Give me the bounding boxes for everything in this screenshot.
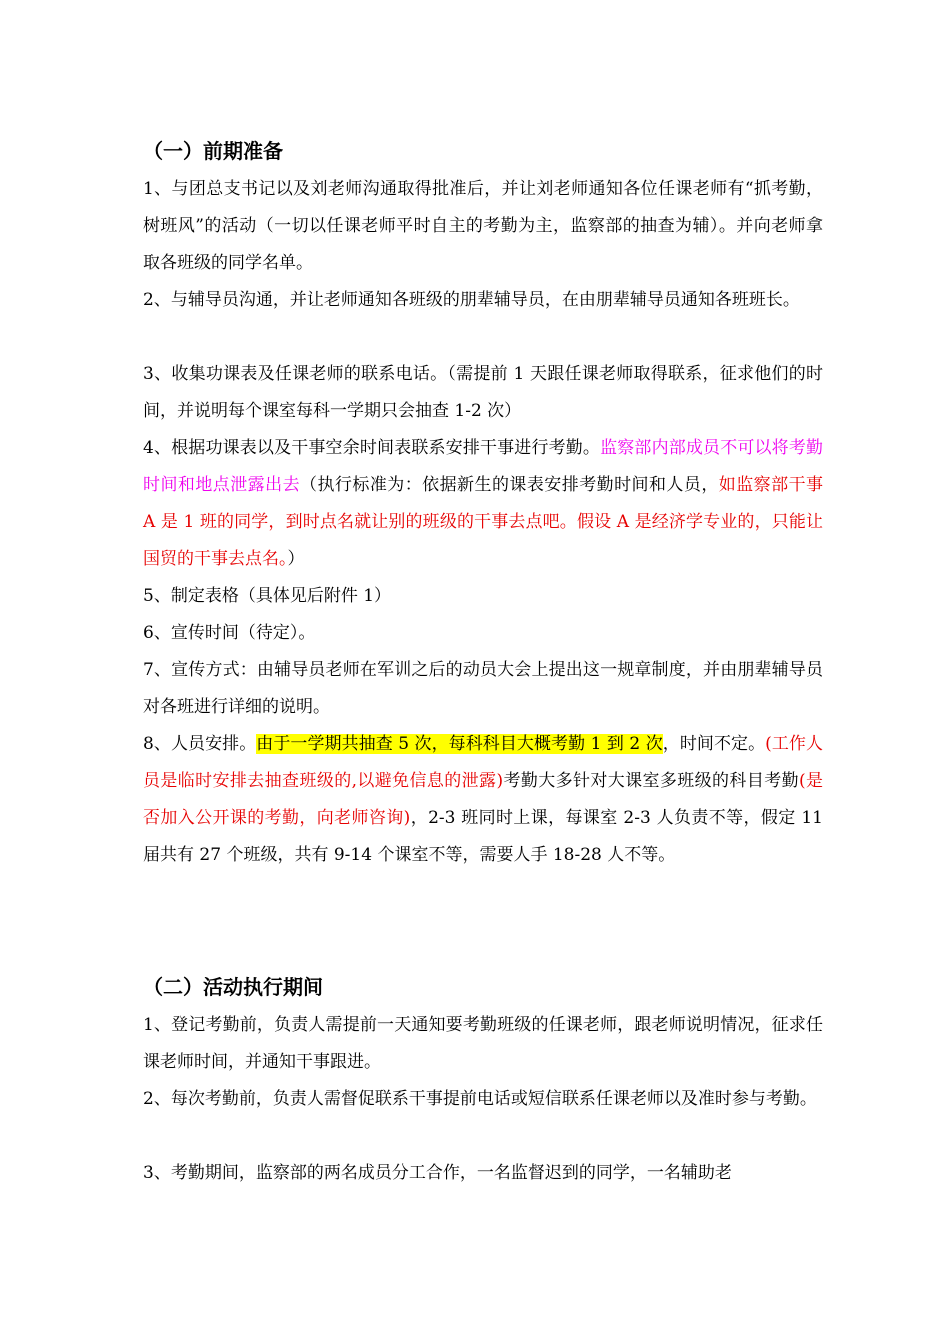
section-1-item-7: 7、宣传方式：由辅导员老师在军训之后的动员大会上提出这一规章制度，并由朋辈辅导员对各班进行详细的说明。 (143, 660, 823, 717)
item-8-scope: 考勤大多针对大课室多班级的科目考勤 (503, 771, 799, 791)
section-1-item-8 (143, 726, 823, 874)
section-1-item-6: 6、宣传时间（待定）。 (143, 623, 316, 643)
section-1-item-5: 5、制定表格（具体见后附件 1） (143, 586, 392, 606)
item-4-example: 如监察部干事 A 是 1 班的同学，到时点名就让别的班级的干事去点吧。假设 A 是经济学专业的，只能让国贸的干事去点名。 (143, 475, 824, 569)
section-2-title: （二）活动执行期间 (143, 975, 323, 999)
item-8-time: ，时间不定。 (662, 734, 766, 754)
section-1-item-2: 2、与辅导员沟通，并让老师通知各班级的朋辈辅导员，在由朋辈辅导员通知各班班长。 (143, 290, 800, 310)
item-4-standard: （执行标准为：依据新生的课表安排考勤时间和人员， (300, 475, 719, 495)
item-8-highlight: 由于一学期共抽查 5 次，每科科目大概考勤 1 到 2 次 (256, 734, 663, 754)
item-4-close: ） (287, 549, 305, 569)
section-2-item-2: 2、每次考勤前，负责人需督促联系干事提前电话或短信联系任课老师以及准时参与考勤。 (143, 1089, 817, 1109)
item-4-intro: 4、根据功课表以及干事空余时间表联系安排干事进行考勤。 (143, 438, 601, 458)
item-8-intro: 8、人员安排。 (143, 734, 257, 754)
section-1-item-4 (143, 430, 823, 578)
item-4-confidential-rule: 监察部内部成员不可以将考勤时间和地点泄露出去 (143, 438, 823, 495)
section-1-item-3: 3、收集功课表及任课老师的联系电话。（需提前 1 天跟任课老师取得联系，征求他们的时间，并说明每个课室每科一学期只会抽查 1-2 次） (143, 364, 823, 421)
section-2-item-1: 1、登记考勤前，负责人需提前一天通知要考勤班级的任课老师，跟老师说明情况，征求任课老师时间，并通知干事跟进。 (143, 1015, 823, 1072)
section-1-item-1: 1、与团总支书记以及刘老师沟通取得批准后，并让刘老师通知各位任课老师有“抓考勤，树班风”的活动（一切以任课老师平时自主的考勤为主，监察部的抽查为辅）。并向老师拿取各班级的同学名单。 (143, 179, 823, 273)
section-2-item-3: 3、考勤期间，监察部的两名成员分工合作，一名监督迟到的同学，一名辅助老 (143, 1163, 732, 1183)
item-8-detail: ，2-3 班同时上课，每课室 2-3 人负责不等，假定 11 届共有 27 个班级，共有 9-14 个课室不等，需要人手 18-28 人不等。 (143, 808, 824, 865)
section-1-title: （一）前期准备 (143, 139, 283, 163)
item-8-public-course-note: (是否加入公开课的考勤，向老师咨询) (143, 771, 823, 828)
item-8-staff-note: (工作人员是临时安排去抽查班级的,以避免信息的泄露) (143, 734, 823, 791)
